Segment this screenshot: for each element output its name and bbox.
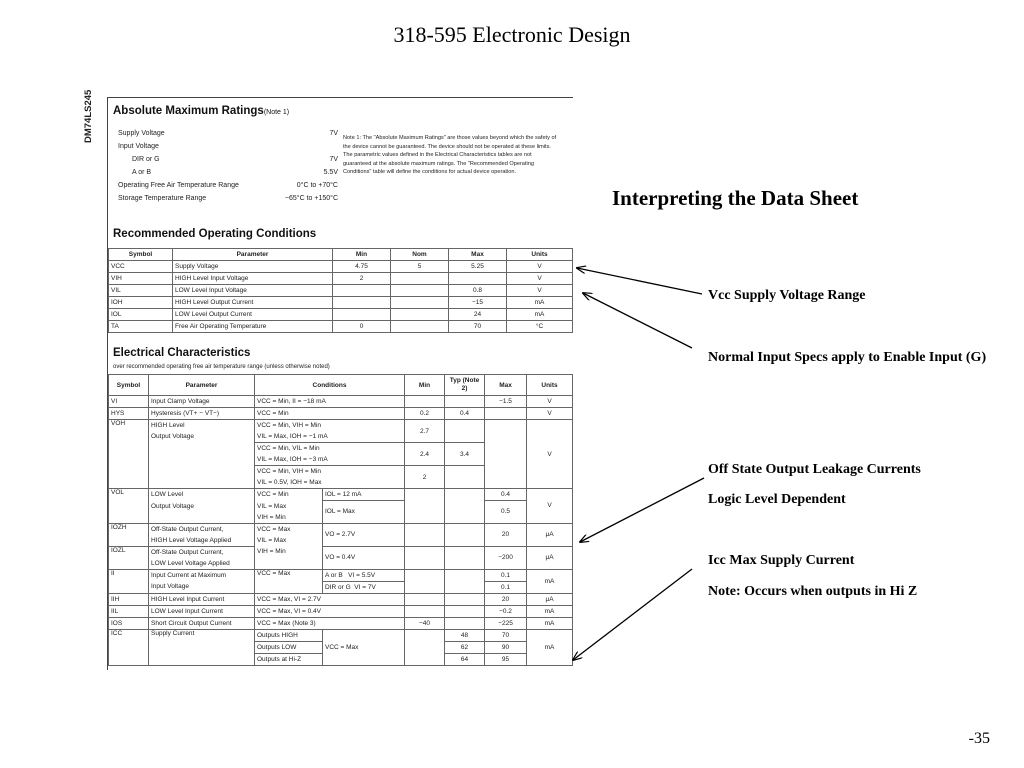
table-cell: mA <box>527 569 573 593</box>
table-cell: −0.2 <box>485 605 527 617</box>
column-header: Parameter <box>173 249 333 261</box>
table-cell: 2 <box>333 273 391 285</box>
table-cell: Output Voltage <box>149 501 255 512</box>
table-cell: VCC = Max <box>323 629 405 665</box>
table-cell: °C <box>507 321 573 333</box>
table-cell: 90 <box>485 641 527 653</box>
table-cell <box>323 569 405 581</box>
table-cell: μA <box>527 593 573 605</box>
table-cell: VIL = 0.5V, IOH = Max <box>255 477 405 489</box>
table-cell: VCC = Min <box>255 408 405 420</box>
table-cell: −40 <box>405 617 445 629</box>
table-cell: μA <box>527 546 573 569</box>
table-cell <box>445 569 485 593</box>
table-cell <box>445 489 485 524</box>
table-row <box>109 546 573 558</box>
amr-list <box>118 127 338 205</box>
table-cell: 62 <box>445 641 485 653</box>
table-cell: 24 <box>449 309 507 321</box>
table-cell: 48 <box>445 629 485 641</box>
table-cell: mA <box>507 309 573 321</box>
table-cell: mA <box>507 297 573 309</box>
table-cell <box>485 408 527 420</box>
table-cell <box>405 629 445 665</box>
table-cell: 4.75 <box>333 261 391 273</box>
table-cell: −200 <box>485 546 527 569</box>
column-header: Conditions <box>255 375 405 396</box>
table-cell: VO = 2.7V <box>323 523 405 546</box>
table-cell: 95 <box>485 653 527 665</box>
amr-label: Storage Temperature Range <box>118 195 207 202</box>
table-cell <box>391 321 449 333</box>
amr-row <box>118 140 338 153</box>
table-cell <box>445 546 485 569</box>
table-cell <box>405 396 445 408</box>
table-cell: VCC = Max <box>255 523 323 535</box>
table-cell <box>445 605 485 617</box>
table-cell: IIL <box>109 605 149 617</box>
table-cell <box>391 297 449 309</box>
table-cell <box>391 309 449 321</box>
note-logic-level: Logic Level Dependent <box>708 492 846 507</box>
table-cell: VIL = Max, IOH = −1 mA <box>255 431 405 443</box>
table-cell: 70 <box>485 629 527 641</box>
table-cell <box>445 420 485 443</box>
ii-b-cond: VI = 7V <box>354 583 376 591</box>
datasheet-image <box>83 89 573 669</box>
ec-table <box>108 374 573 666</box>
table-cell: VIL <box>109 285 173 297</box>
column-header: Max <box>485 375 527 396</box>
column-header: Units <box>527 375 573 396</box>
table-cell: Input Current at Maximum <box>149 569 255 581</box>
amr-value: 7V <box>329 156 338 163</box>
table-cell: 2.7 <box>405 420 445 443</box>
table-cell <box>391 285 449 297</box>
note-icc-max: Icc Max Supply Current <box>708 553 855 568</box>
column-header: Symbol <box>109 249 173 261</box>
table-row <box>109 501 573 512</box>
table-cell: HIGH Level Voltage Applied <box>149 535 255 547</box>
amr-value: 5.5V <box>323 169 338 176</box>
table-cell <box>149 443 255 455</box>
table-cell: VCC = Min, VIH = Min <box>255 466 405 478</box>
amr-row <box>118 179 338 192</box>
table-row <box>109 581 573 593</box>
table-cell: mA <box>527 617 573 629</box>
table-cell: VOH <box>109 420 149 489</box>
table-cell: Supply Current <box>149 629 255 665</box>
column-header: Max <box>449 249 507 261</box>
table-cell: VO = 0.4V <box>323 546 405 569</box>
table-cell: LOW Level Input Current <box>149 605 255 617</box>
amr-row <box>118 166 338 179</box>
table-cell: V <box>527 408 573 420</box>
table-header-row <box>109 375 573 396</box>
table-header-row <box>109 249 573 261</box>
table-cell: VCC = Max <box>255 569 323 593</box>
table-cell <box>449 273 507 285</box>
amr-label: DIR or G <box>132 156 160 163</box>
table-row <box>109 261 573 273</box>
table-cell <box>255 558 323 570</box>
table-row <box>109 297 573 309</box>
table-cell: 2 <box>405 466 445 489</box>
table-cell <box>149 512 255 524</box>
table-cell: LOW Level <box>149 489 255 501</box>
table-cell: VOL <box>109 489 149 524</box>
table-cell: HIGH Level <box>149 420 255 432</box>
amr-note-text: Note 1: The "Absolute Maximum Ratings" are those values beyond which the safety of the device cannot be guaranteed. The device should not be operated at these limits. The parametric values defined in the Electrical Characteristics tables are not guaranteed at the absolute maximum ratings. The "Recommended Operating Conditions" table will define the conditions for actual device operation. <box>343 135 557 176</box>
table-cell: 0.1 <box>485 569 527 581</box>
ii-a-cond: VI = 5.5V <box>348 571 376 579</box>
table-cell: V <box>507 285 573 297</box>
table-cell: V <box>527 396 573 408</box>
table-cell: VIL = Max <box>255 535 323 547</box>
table-cell: 0.5 <box>485 501 527 524</box>
table-cell: 20 <box>485 523 527 546</box>
table-row <box>109 617 573 629</box>
column-header: Parameter <box>149 375 255 396</box>
amr-value: 7V <box>329 130 338 137</box>
table-cell: V <box>527 420 573 489</box>
note-off-state-leakage: Off State Output Leakage Currents <box>708 462 921 477</box>
table-cell: V <box>507 273 573 285</box>
table-cell: HYS <box>109 408 149 420</box>
ec-title: Electrical Characteristics <box>113 347 251 359</box>
table-cell <box>405 489 445 524</box>
table-cell <box>445 593 485 605</box>
column-header: Units <box>507 249 573 261</box>
table-cell: VCC = Min, VIL = Min <box>255 443 405 455</box>
table-cell: HIGH Level Output Current <box>173 297 333 309</box>
table-cell <box>445 396 485 408</box>
roc-title: Recommended Operating Conditions <box>113 228 317 240</box>
table-cell <box>485 420 527 489</box>
table-row <box>109 605 573 617</box>
table-cell: IOH <box>109 297 173 309</box>
table-cell: VCC = Min, VIH = Min <box>255 420 405 432</box>
table-cell: IOL <box>109 309 173 321</box>
arrow-vcc <box>577 268 702 294</box>
table-cell <box>149 477 255 489</box>
table-cell <box>405 523 445 546</box>
table-cell: II <box>109 569 149 593</box>
table-cell: 3.4 <box>445 443 485 466</box>
arrow-icc <box>573 569 692 660</box>
amr-row <box>118 153 338 166</box>
table-row <box>109 523 573 535</box>
table-cell: 0.8 <box>449 285 507 297</box>
table-cell <box>333 297 391 309</box>
amr-label: A or B <box>132 169 152 176</box>
table-cell: IOL = Max <box>323 501 405 524</box>
table-cell: VCC <box>109 261 173 273</box>
table-cell: V <box>507 261 573 273</box>
table-cell: Output Voltage <box>149 431 255 443</box>
table-cell: 20 <box>485 593 527 605</box>
roc-table <box>108 248 573 333</box>
table-row <box>109 569 573 581</box>
slide-title: 318-595 Electronic Design <box>393 22 631 47</box>
table-cell: mA <box>527 629 573 665</box>
table-row <box>109 489 573 501</box>
table-cell <box>405 605 445 617</box>
table-cell: 0.2 <box>405 408 445 420</box>
table-cell: V <box>527 489 573 524</box>
table-cell: LOW Level Voltage Applied <box>149 558 255 570</box>
table-cell: VCC = Max, VI = 2.7V <box>255 593 405 605</box>
table-cell: 0.1 <box>485 581 527 593</box>
table-cell: Supply Voltage <box>173 261 333 273</box>
table-cell: 5 <box>391 261 449 273</box>
table-cell: LOW Level Output Current <box>173 309 333 321</box>
table-cell: Outputs at Hi-Z <box>255 653 323 665</box>
table-cell: IOS <box>109 617 149 629</box>
table-cell: LOW Level Input Voltage <box>173 285 333 297</box>
ii-a-label: A or B <box>325 571 343 579</box>
table-cell: −1.5 <box>485 396 527 408</box>
table-row <box>109 273 573 285</box>
table-row <box>109 396 573 408</box>
table-cell: IIH <box>109 593 149 605</box>
table-cell: Outputs HIGH <box>255 629 323 641</box>
table-cell <box>445 523 485 546</box>
amr-value: 0°C to +70°C <box>296 182 338 189</box>
column-header: Min <box>333 249 391 261</box>
table-cell: IOZL <box>109 546 149 569</box>
table-cell: Input Clamp Voltage <box>149 396 255 408</box>
table-cell: VIH = Min <box>255 512 323 524</box>
table-cell: μA <box>527 523 573 546</box>
table-cell: −15 <box>449 297 507 309</box>
table-cell <box>445 617 485 629</box>
ii-b-label: DIR or G <box>325 583 351 591</box>
column-header: Min <box>405 375 445 396</box>
amr-row <box>118 192 338 205</box>
table-cell: VCC = Min, II = −18 mA <box>255 396 405 408</box>
table-cell: IOL = 12 mA <box>323 489 405 501</box>
table-cell <box>405 546 445 569</box>
amr-value: −65°C to +150°C <box>284 195 338 202</box>
table-cell: Input Voltage <box>149 581 255 593</box>
table-cell <box>323 581 405 593</box>
table-row <box>109 629 573 641</box>
note-hi-z: Note: Occurs when outputs in Hi Z <box>708 584 918 599</box>
table-cell: HIGH Level Input Voltage <box>173 273 333 285</box>
table-cell: VCC = Max (Note 3) <box>255 617 405 629</box>
table-cell: Off-State Output Current, <box>149 546 255 558</box>
table-cell <box>445 466 485 489</box>
table-cell: VIL = Max <box>255 501 323 512</box>
amr-note-ref: (Note 1) <box>263 109 290 116</box>
table-cell: VIH <box>109 273 173 285</box>
table-cell: 0 <box>333 321 391 333</box>
table-cell: ICC <box>109 629 149 665</box>
table-row <box>109 593 573 605</box>
ec-subtitle: over recommended operating free air temperature range (unless otherwise noted) <box>113 364 330 370</box>
table-cell: Off-State Output Current, <box>149 523 255 535</box>
arrow-enable <box>583 293 692 348</box>
table-cell <box>405 569 445 593</box>
table-cell: HIGH Level Input Current <box>149 593 255 605</box>
column-header: Nom <box>391 249 449 261</box>
table-cell: 0.4 <box>485 489 527 501</box>
amr-label: Operating Free Air Temperature Range <box>118 182 239 189</box>
page-number: -35 <box>968 730 990 747</box>
note-enable-input: Normal Input Specs apply to Enable Input (G) <box>708 350 987 365</box>
table-cell <box>333 285 391 297</box>
table-cell: VIL = Max, IOH = −3 mA <box>255 454 405 466</box>
table-row <box>109 420 573 432</box>
slide-subtitle: Interpreting the Data Sheet <box>612 186 859 210</box>
table-cell: 64 <box>445 653 485 665</box>
table-row <box>109 408 573 420</box>
table-row <box>109 321 573 333</box>
note-vcc-range: Vcc Supply Voltage Range <box>708 288 866 303</box>
amr-title: Absolute Maximum Ratings <box>113 105 264 117</box>
table-cell: VCC = Max, VI = 0.4V <box>255 605 405 617</box>
table-cell: −225 <box>485 617 527 629</box>
table-cell: VCC = Min <box>255 489 323 501</box>
table-cell <box>391 273 449 285</box>
table-cell: 0.4 <box>445 408 485 420</box>
table-cell: 5.25 <box>449 261 507 273</box>
part-number: DM74LS245 <box>83 89 94 143</box>
table-cell <box>405 593 445 605</box>
amr-heading <box>113 105 289 117</box>
table-cell: VIH = Min <box>255 546 323 558</box>
column-header: Typ (Note 2) <box>445 375 485 396</box>
amr-label: Supply Voltage <box>118 130 165 137</box>
table-cell: mA <box>527 605 573 617</box>
amr-row <box>118 127 338 140</box>
table-cell: Free Air Operating Temperature <box>173 321 333 333</box>
amr-label: Input Voltage <box>118 143 159 150</box>
table-cell: 70 <box>449 321 507 333</box>
table-cell: Short Circuit Output Current <box>149 617 255 629</box>
table-cell: TA <box>109 321 173 333</box>
table-cell: Outputs LOW <box>255 641 323 653</box>
table-cell <box>149 466 255 478</box>
table-cell: IOZH <box>109 523 149 546</box>
table-cell: Hysteresis (VT+ − VT−) <box>149 408 255 420</box>
arrow-leakage <box>580 478 704 542</box>
table-cell: VI <box>109 396 149 408</box>
table-cell <box>149 454 255 466</box>
table-cell: 2.4 <box>405 443 445 466</box>
table-row <box>109 285 573 297</box>
table-row <box>109 309 573 321</box>
table-cell <box>333 309 391 321</box>
column-header: Symbol <box>109 375 149 396</box>
